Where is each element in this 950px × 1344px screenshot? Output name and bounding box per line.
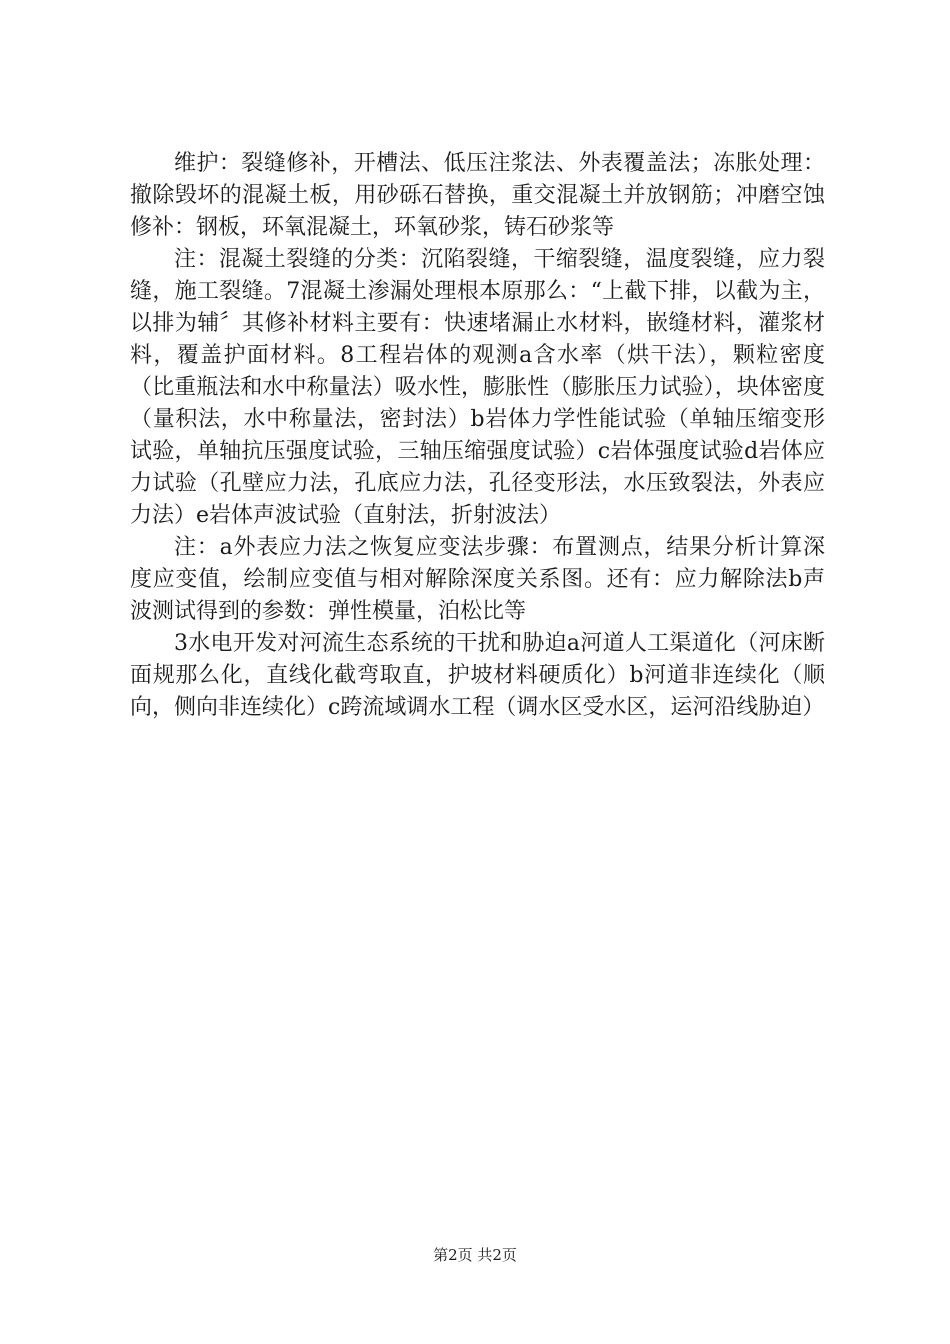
paragraph: 维护：裂缝修补，开槽法、低压注浆法、外表覆盖法；冻胀处理：撤除毁坏的混凝土板，用砂砾石替换，重交混凝土并放钢筋；冲磨空蚀修补：钢板，环氧混凝土，环氧砂浆，铸石砂浆等 bbox=[130, 151, 825, 240]
document-body bbox=[130, 148, 825, 724]
page-footer: 第2页 共2页 bbox=[433, 1246, 517, 1264]
paragraph: 注：a外表应力法之恢复应变法步骤：布置测点，结果分析计算深度应变值，绘制应变值与相对解除深度关系图。还有：应力解除法b声波测试得到的参数：弹性模量，泊松比等 bbox=[130, 535, 825, 624]
paragraph: 注：混凝土裂缝的分类：沉陷裂缝，干缩裂缝，温度裂缝，应力裂缝，施工裂缝。7混凝土渗漏处理根本原那么：“上截下排，以截为主，以排为辅〞其修补材料主要有：快速堵漏止水材料，嵌缝材料，灌浆材料，覆盖护面材料。8工程岩体的观测a含水率（烘干法），颗粒密度（比重瓶法和水中称量法）吸水性，膨胀性（膨胀压力试验），块体密度（量积法，水中称量法，密封法）b岩体力学性能试验（单轴压缩变形试验，单轴抗压强度试验，三轴压缩强度试验）c岩体强度试验d岩体应力试验（孔壁应力法，孔底应力法，孔径变形法，水压致裂法，外表应力法）e岩体声波试验（直射法，折射波法） bbox=[130, 247, 825, 528]
paragraph: 3水电开发对河流生态系统的干扰和胁迫a河道人工渠道化（河床断面规那么化，直线化截弯取直，护坡材料硬质化）b河道非连续化（顺向，侧向非连续化）c跨流域调水工程（调水区受水区，运河沿线胁迫） bbox=[130, 631, 825, 720]
